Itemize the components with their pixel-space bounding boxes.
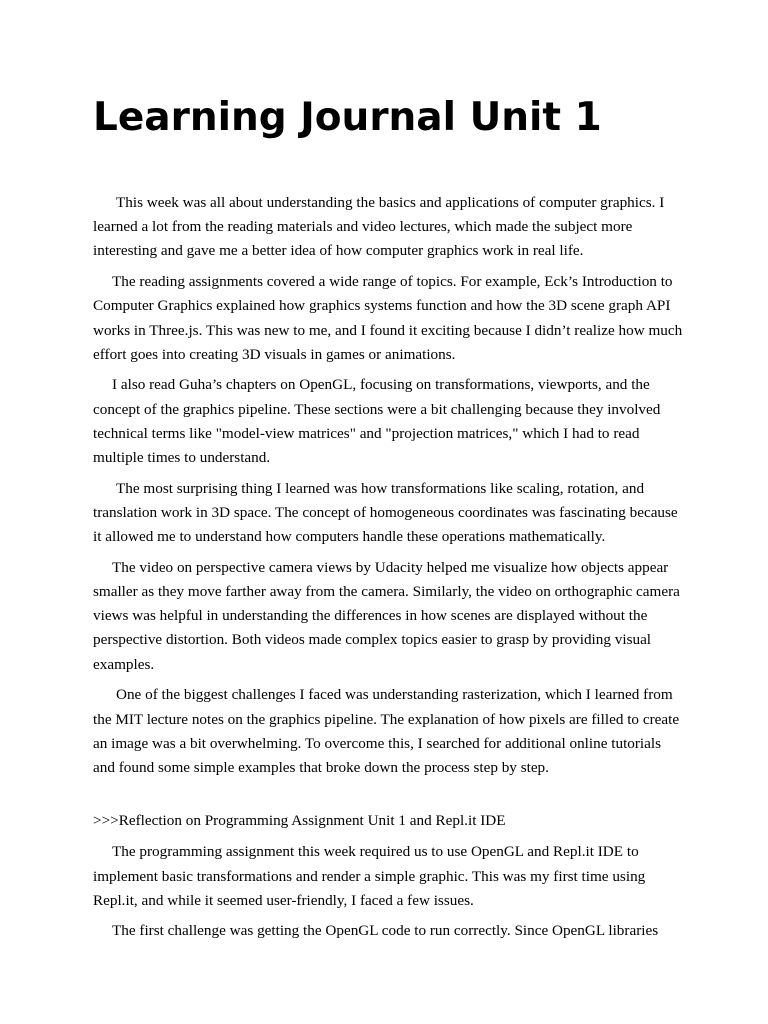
journal-body [93, 191, 683, 950]
paragraph-rasterization: One of the biggest challenges I faced was understanding rasterization, which I learned from the MIT lecture notes on the graphics pipeline. The explanation of how pixels are filled to create an image was a bit overwhelming. To overcome this, I searched for additional online tutorials and found some simple examples that broke down the process step by step. [93, 686, 680, 776]
paragraph-first-challenge: The first challenge was getting the OpenGL code to run correctly. Since OpenGL libraries [112, 922, 659, 940]
page-title: Learning Journal Unit 1 [93, 95, 602, 140]
paragraph-opengl-chapters: I also read Guha’s chapters on OpenGL, focusing on transformations, viewports, and the concept of the graphics pipeline. These sections were a bit challenging because they involved technical terms like "model-view matrices" and "projection matrices," which I had to read multiple times to understand. [93, 376, 661, 467]
reflection-heading: >>>Reflection on Programming Assignment Unit 1 and Repl.it IDE [93, 812, 506, 830]
paragraph-programming-assignment: The programming assignment this week required us to use OpenGL and Repl.it IDE to implement basic transformations and render a simple graphic. This was my first time using Repl.it, and while it seemed user-friendly, I faced a few issues. [93, 843, 646, 909]
paragraph-reading-assignments: The reading assignments covered a wide range of topics. For example, Eck’s Introduction to Computer Graphics explained how graphics systems function and how the 3D scene graph API works in Three.js. This was new to me, and I found it exciting because I didn’t realize how much effort goes into creating 3D visuals in games or animations. [93, 273, 683, 363]
paragraph-transformations: The most surprising thing I learned was how transformations like scaling, rotation, and translation work in 3D space. The concept of homogeneous coordinates was fascinating because it allowed me to understand how computers handle these operations mathematically. [93, 479, 678, 546]
paragraph-intro: This week was all about understanding the basics and applications of computer graphics. I learned a lot from the reading materials and video lectures, which made the subject more interesting and gave me a better idea of how computer graphics work in real life. [93, 194, 665, 260]
paragraph-camera-videos: The video on perspective camera views by Udacity helped me visualize how objects appear smaller as they move farther away from the camera. Similarly, the video on orthographic camera views was helpful in understanding the differences in how scenes are displayed without the perspective distortion. Both videos made complex topics easier to grasp by providing visual examples. [93, 558, 680, 673]
